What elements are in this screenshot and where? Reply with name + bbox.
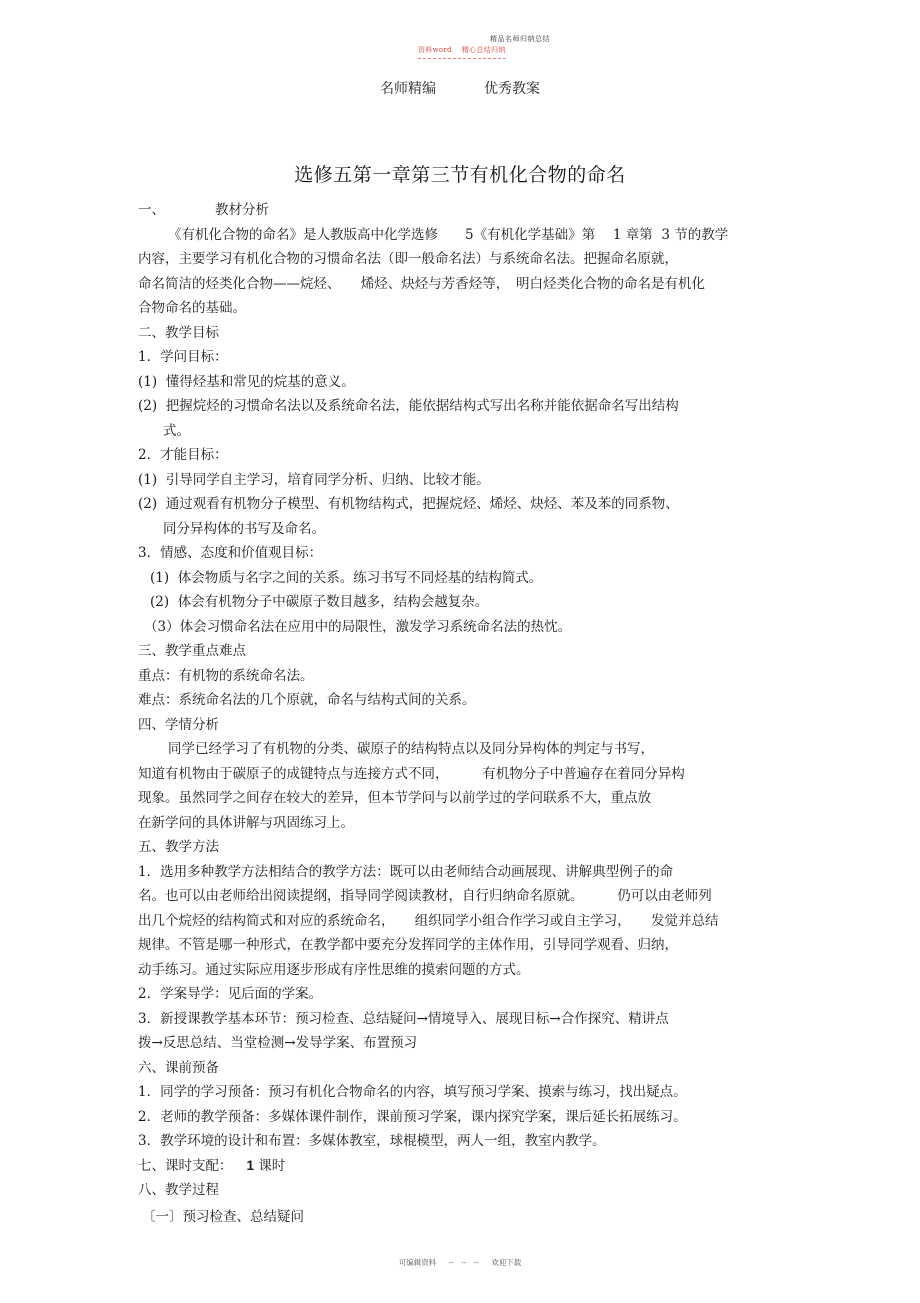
section-teaching-goals bbox=[138, 321, 783, 640]
footer-left: 可编辑资料 bbox=[398, 1258, 437, 1267]
page-header bbox=[0, 78, 920, 98]
section-heading: 七、课时支配： bbox=[138, 1157, 233, 1174]
watermark-top-text: 精品名师归纳总结 bbox=[490, 35, 550, 43]
document-body bbox=[138, 198, 783, 1229]
class-hours-unit: 课时 bbox=[258, 1157, 286, 1174]
section-heading: 二、教学目标 bbox=[138, 324, 219, 341]
goal-item: (1) 体会物质与名字之间的关系。练习书写不同烃基的结构简式。 bbox=[150, 569, 543, 586]
section-heading: 三、教学重点难点 bbox=[138, 643, 246, 659]
section-heading bbox=[138, 198, 783, 223]
header-right: 优秀教案 bbox=[484, 81, 540, 97]
heading-text: 教材分析 bbox=[215, 202, 269, 218]
goal-item: （3）体会习惯命名法在应用中的局限性，激发学习系统命名法的热忱。 bbox=[144, 618, 572, 635]
section-heading: 五、教学方法 bbox=[138, 839, 219, 855]
section-preparation bbox=[138, 1056, 783, 1154]
paragraph-line: 《有机化合物的命名》是人教版高中化学选修 5《有机化学基础》第 1 章第 3 节的教学 bbox=[168, 226, 729, 243]
goal-item: (2) 通过观看有机物分子模型、有机物结构式，把握烷烃、烯烃、炔烃、苯及苯的同系物、 bbox=[138, 496, 679, 512]
paragraph-line: 知道有机物由于碳原子的成键特点与连接方式不同， 有机物分子中普遍存在着同分异构 bbox=[138, 765, 685, 782]
paragraph-line: 同学已经学习了有机物的分类、碳原子的结构特点以及同分异构体的判定与书写， bbox=[168, 741, 654, 757]
paragraph-line: 1．选用多种教学方法相结合的教学方法：既可以由老师结合动画展现、讲解典型例子的命 bbox=[138, 863, 674, 880]
goal-title: 3．情感、态度和价值观目标： bbox=[138, 545, 323, 561]
goal-title: 2．才能目标： bbox=[138, 447, 228, 463]
section-teaching-process bbox=[138, 1178, 783, 1229]
paragraph-line: 1．同学的学习预备：预习有机化合物命名的内容，填写预习学案、摸索与练习，找出疑点。 bbox=[138, 1084, 687, 1100]
section-student-analysis bbox=[138, 713, 783, 836]
paragraph-line: 出几个烷烃的结构简式和对应的系统命名， 组织同学小组合作学习或自主学习， 发觉并总结 bbox=[138, 912, 719, 929]
section-key-points bbox=[138, 639, 783, 713]
difficult-point: 难点：系统命名法的几个原就，命名与结构式间的关系。 bbox=[138, 692, 476, 708]
paragraph-line: 2．学案导学：见后面的学案。 bbox=[138, 986, 323, 1002]
paragraph-line: 命名简洁的烃类化合物——烷烃、 烯烃、炔烃与芳香烃等， 明白烃类化合物的命名是有机化 bbox=[138, 275, 705, 292]
section-class-hours bbox=[138, 1154, 783, 1179]
goal-item: (1) 引导同学自主学习，培育同学分析、归纳、比较才能。 bbox=[138, 471, 490, 488]
paragraph-line: 规律。不管是哪一种形式，在教学都中要充分发挥同学的主体作用，引导同学观看、归纳， bbox=[138, 937, 678, 953]
footer-right: 欢迎下载 bbox=[491, 1258, 522, 1267]
goal-item: (2) 体会有机物分子中碳原子数目越多，结构会越复杂。 bbox=[150, 594, 489, 610]
footer-dashes: -- -- -- bbox=[448, 1258, 479, 1267]
watermark-red-text bbox=[418, 45, 506, 55]
section-heading: 八、教学过程 bbox=[138, 1182, 219, 1198]
paragraph-line: 拨→反思总结、当堂检测→发导学案、布置预习 bbox=[138, 1035, 418, 1051]
section-teaching-methods bbox=[138, 835, 783, 1056]
goal-title: 1．学问目标： bbox=[138, 349, 228, 365]
section-teaching-material bbox=[138, 198, 783, 321]
section-heading: 六、课前预备 bbox=[138, 1059, 219, 1076]
page-footer bbox=[0, 1257, 920, 1268]
goal-item-continuation: 式。 bbox=[163, 422, 190, 439]
goal-item: (1) 懂得烃基和常见的烷基的意义。 bbox=[138, 373, 355, 390]
header-left: 名师精编 bbox=[380, 81, 436, 97]
watermark-dashed-divider bbox=[418, 58, 506, 59]
subsection-heading: 〔一〕预习检查、总结疑问 bbox=[142, 1208, 304, 1225]
paragraph-line: 3．新授课教学基本环节：预习检查、总结疑问→情境导入、展现目标→合作探究、精讲点 bbox=[138, 1010, 669, 1027]
section-heading: 四、学情分析 bbox=[138, 716, 219, 733]
key-point: 重点：有机物的系统命名法。 bbox=[138, 667, 314, 684]
paragraph-line: 2．老师的教学预备：多媒体课件制作，课前预习学案，课内探究学案，课后延长拓展练习。 bbox=[138, 1108, 687, 1125]
goal-item-continuation: 同分异构体的书写及命名。 bbox=[163, 520, 325, 537]
document-title: 选修五第一章第三节有机化合物的命名 bbox=[294, 164, 626, 186]
paragraph-line: 合物命名的基础。 bbox=[138, 300, 246, 316]
class-hours-value: 1 bbox=[246, 1157, 255, 1173]
heading-number: 一、 bbox=[138, 202, 165, 218]
paragraph-line: 动手练习。通过实际应用逐步形成有序性思维的摸索问题的方式。 bbox=[138, 961, 530, 978]
paragraph-line: 名。也可以由老师给出阅读提纲，指导同学阅读教材，自行归纳命名原就。 仍可以由老师列 bbox=[138, 888, 712, 904]
watermark-red-left: 资料word bbox=[418, 46, 452, 54]
paragraph-line: 现象。虽然同学之间存在较大的差异，但本节学问与以前学过的学问联系不大，重点放 bbox=[138, 790, 651, 806]
watermark-red-right: 精心总结归纳 bbox=[461, 46, 506, 54]
paragraph-line: 内容，主要学习有机化合物的习惯命名法（即一般命名法）与系统命名法。把握命名原就， bbox=[138, 251, 678, 267]
paragraph-line: 3．教学环境的设计和布置：多媒体教室，球棍模型，两人一组，教室内教学。 bbox=[138, 1133, 606, 1149]
goal-item: (2) 把握烷烃的习惯命名法以及系统命名法，能依据结构式写出名称并能依据命名写出结构 bbox=[138, 398, 679, 414]
paragraph-line: 在新学问的具体讲解与巩固练习上。 bbox=[138, 814, 354, 831]
